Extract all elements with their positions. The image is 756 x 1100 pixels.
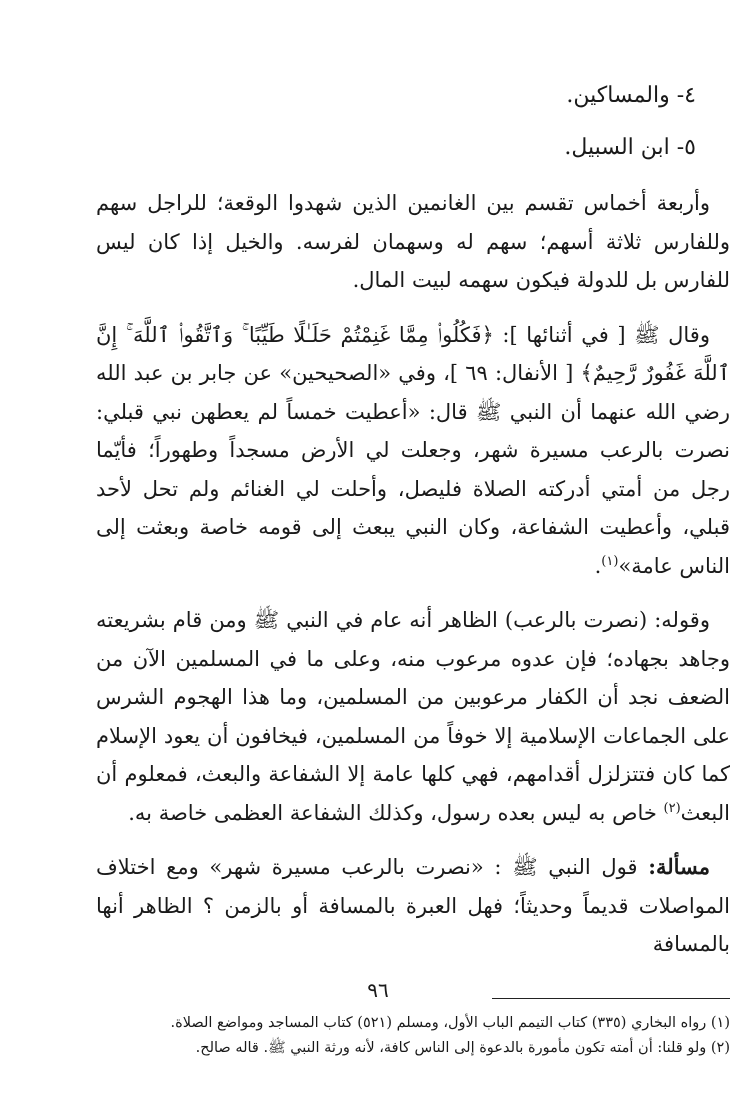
paragraph-commentary	[96, 601, 730, 832]
footnote-1: (١) رواه البخاري (٣٣٥) كتاب التيمم الباب الأول، ومسلم (٥٢١) كتاب المساجد ومواضع الصلاة.	[170, 1014, 730, 1031]
hadith-intro: وقال ﷺ [ في أثنائها ]:	[493, 322, 710, 347]
list-item-needy: ٤- والمساكين.	[566, 83, 696, 108]
hadith-text: [ الأنفال: ٦٩ ]، وفي «الصحيحين» عن جابر بن عبد الله رضي الله عنهما أن النبي ﷺ قال: «أعطيت خمساً لم يعطهن نبي قبلي: نصرت بالرعب مسيرة شهر، وجعلت لي الأرض مسجداً وطهوراً؛ فأيّما رجل من أمتي أدركته الصلاة فليصل، وأحلت لي الغنائم ولم تحل لأحد قبلي، وأعطيت الشفاعة، وكان النبي يبعث إلى قومه خاصة وبعثت إلى الناس عامة»	[96, 361, 730, 578]
commentary-rest: خاص به ليس بعده رسول، وكذلك الشفاعة العظمى خاصة به.	[128, 800, 664, 825]
issue-label: مسألة:	[648, 854, 710, 879]
paragraph-issue	[96, 848, 730, 964]
paragraph-hadith	[96, 316, 730, 586]
paragraph-spoils-division: وأربعة أخماس تقسم بين الغانمين الذين شهدوا الوقعة؛ للراجل سهم وللفارس ثلاثة أسهم؛ سهم له وسهمان لفرسه. والخيل إذا كان ليس للفارس بل للدولة فيكون سهمه لبيت المال.	[96, 191, 730, 292]
hadith-end: .	[594, 553, 602, 578]
list-item-wayfarer: ٥- ابن السبيل.	[564, 135, 696, 160]
commentary-text: وقوله: (نصرت بالرعب) الظاهر أنه عام في النبي ﷺ ومن قام بشريعته وجاهد بجهاده؛ فإن عدوه مرعوب منه، وعلى ما في المسلمين الآن من الضعف نجد أن الكفار مرعوبين من المسلمين، وما هذا الهجوم الشرس على الجماعات الإسلامية إلا خوفاً من المسلمين، فيخافون أن يعود الإسلام كما كان فتتزلزل أقدامهم، فهي كلها عامة إلا الشفاعة والبعث، فمعلوم أن البعث	[96, 608, 730, 825]
page-number: ٩٦	[367, 978, 389, 1002]
footnote-ref-2[interactable]: (٢)	[663, 800, 681, 816]
issue-text: قول النبي ﷺ : «نصرت بالرعب مسيرة شهر» ومع اختلاف المواصلات قديماً وحديثاً؛ فهل العبرة بالمسافة أو بالزمن ؟ الظاهر أنها بالمسافة	[96, 855, 730, 956]
footnote-ref-1[interactable]: (١)	[601, 553, 619, 569]
page-body	[96, 80, 730, 1061]
quran-verse: ﴿فَكُلُوا۟ مِمَّا غَنِمْتُمْ حَلَـٰلًا طَيِّبًا ۚ وَٱتَّقُوا۟ ٱللَّهَ ۚ إِنَّ ٱللَّهَ غَفُورٌ رَّحِيمٌ﴾	[96, 322, 730, 385]
footnote-2: (٢) ولو قلنا: أن أمته تكون مأمورة بالدعوة إلى الناس كافة، لأنه ورثة النبي ﷺ. قاله صالح.	[195, 1039, 730, 1056]
